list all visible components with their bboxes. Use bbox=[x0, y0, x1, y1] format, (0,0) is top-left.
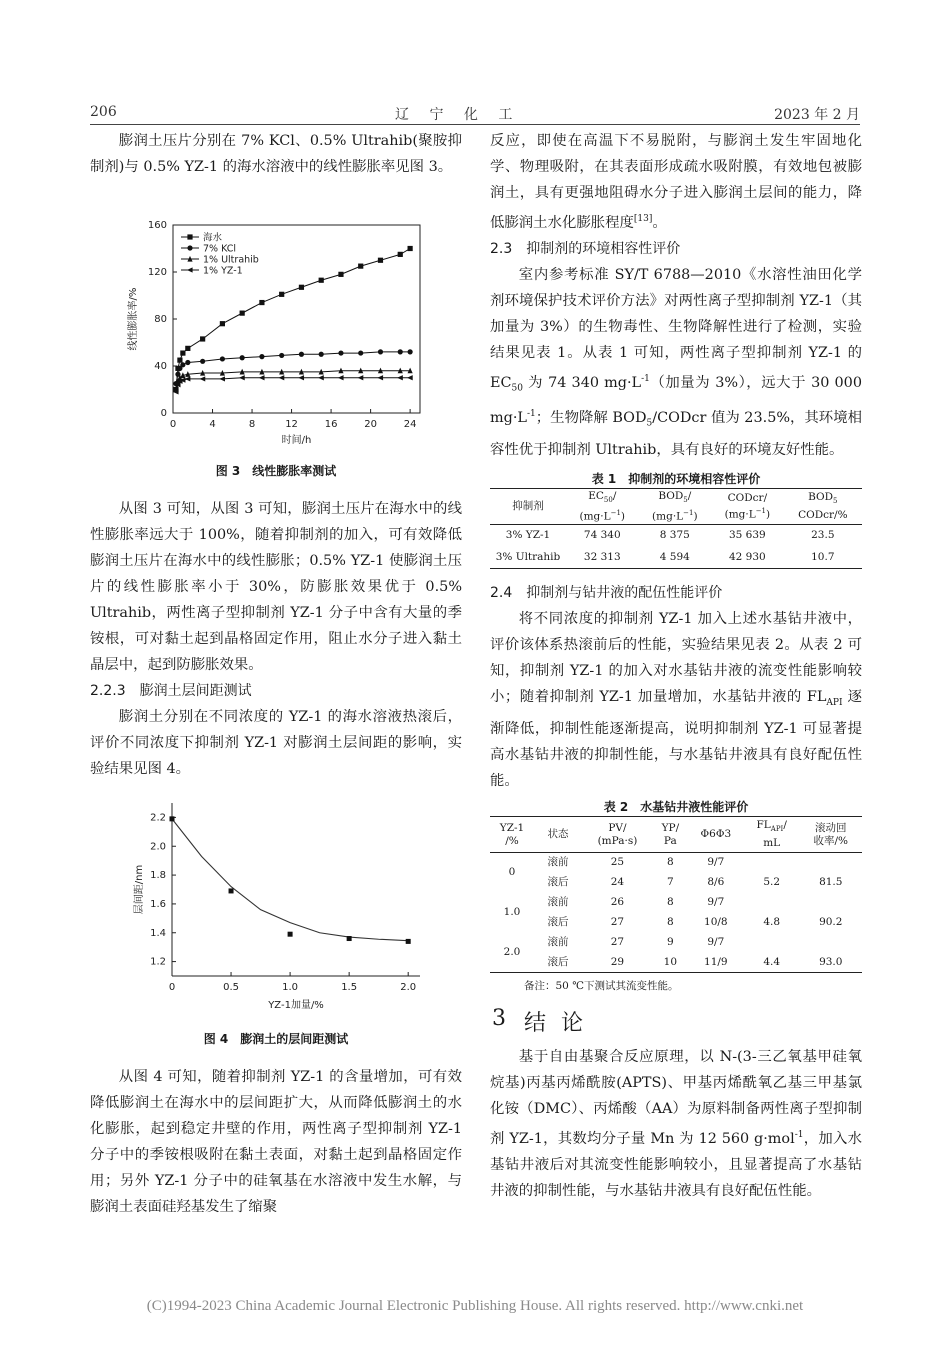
copyright-footer: (C)1994-2023 China Academic Journal Electronic Publishing House. All rights reserved. http://www.cnki.net bbox=[146, 1298, 804, 1314]
t1-header-bod5: $BOD_5/$ $(mg\cdot L^{-1})$ bbox=[652, 489, 698, 523]
data-point bbox=[299, 352, 304, 357]
y-tick-label: 0 bbox=[160, 408, 167, 419]
data-point bbox=[259, 300, 264, 305]
table-2-note: 备注：50 ℃下测试其流变性能。 bbox=[524, 980, 679, 992]
left-paragraph-2: 从图 3 可知，从图 3 可知，膨润土压片在海水中的线性膨胀率远大于 100%，随着抑制剂的加入，可有效降低膨润土压片在海水中的线性膨胀；0.5% YZ-1 使膨润土压片的线性膨胀率小于 30%，防膨胀效果优于 0.5% Ultrahib，两性离子型抑制剂 YZ-1 分子中含有大量的季铵根，可对黏土起到晶格固定作用，阻止水分子进入黏土晶层中，起到防膨胀效果。 bbox=[90, 501, 462, 673]
data-point bbox=[240, 355, 245, 360]
y-tick-label: 2.2 bbox=[150, 812, 166, 824]
right-col-bottom bbox=[490, 1044, 862, 1204]
right-col-mid bbox=[490, 580, 862, 794]
legend-label: 7% KCl bbox=[203, 243, 237, 255]
data-point bbox=[200, 336, 205, 341]
t1-header-codcr: CODcr/ $(mg\cdot L^{-1})$ bbox=[724, 491, 771, 521]
data-point bbox=[338, 272, 343, 277]
data-point bbox=[408, 349, 413, 354]
data-point bbox=[239, 375, 245, 380]
figure-4-caption: 图 4 膨润土的层间距测试 bbox=[203, 1032, 349, 1046]
series-line bbox=[176, 378, 410, 392]
section-3-number: 3 bbox=[492, 1006, 506, 1031]
data-point bbox=[279, 353, 284, 358]
data-point bbox=[299, 285, 304, 290]
x-axis-label: YZ-1加量/% bbox=[268, 1000, 324, 1011]
y-tick-label: 120 bbox=[147, 267, 167, 278]
section-2-4-heading: 2.4 抑制剂与钻井液的配伍性能评价 bbox=[490, 585, 723, 601]
legend-label: 1% Ultrahib bbox=[203, 254, 259, 266]
y-tick-label: 1.6 bbox=[150, 898, 166, 910]
x-tick-label: 1.0 bbox=[282, 982, 299, 993]
data-point bbox=[338, 350, 343, 355]
header-rule bbox=[90, 124, 860, 125]
table-row: 滚后 29 10 11/9 4.4 93.0 bbox=[490, 953, 862, 973]
data-point bbox=[406, 939, 411, 944]
data-point bbox=[200, 359, 205, 364]
legend-label: 1% YZ-1 bbox=[203, 265, 243, 277]
table-row: 3% YZ-1 74 340 8 375 35 639 23.5 bbox=[505, 529, 835, 542]
data-point bbox=[358, 375, 364, 380]
table-row: 1.0 滚前 26 8 9/7 bbox=[503, 896, 725, 918]
table-1-header-row bbox=[490, 489, 862, 525]
data-point bbox=[318, 375, 324, 380]
table-row: 3% Ultrahib 32 313 4 594 42 930 10.7 bbox=[490, 547, 862, 569]
x-tick-label: 4 bbox=[209, 419, 216, 430]
data-point bbox=[170, 816, 175, 821]
data-point bbox=[185, 360, 190, 365]
table-2-header-row: YZ-1 /% 状态 PV/ (mPa·s) YP/ Pa Φ6Φ3 $FL_{API}/$ mL 滚动回 收率/% bbox=[490, 817, 862, 853]
right-paragraph-2: 室内参考标准 SY/T 6788—2010《水溶性油田化学剂环境保护技术评价方法》对两性离子型抑制剂 YZ-1（其加量为 3%）的生物毒性、生物降解性进行了检测，实验结果见表 1。从表 1 可知，两性离子型抑制剂 YZ-1 的 $EC_{50}$ 为 74 340 $mg\cdot L^{-1}$（加量为 3%），远大于 30 000 $mg\cdot L^{-1}$；生物降解 $BOD_5$/CODcr 值为 23.5%，其环境相容性优于抑制剂 Ultrahib，具有良好的环境友好性能。 bbox=[490, 266, 862, 459]
data-point bbox=[279, 292, 284, 297]
data-point bbox=[220, 356, 225, 361]
left-col-top bbox=[90, 128, 462, 180]
right-paragraph-1: 反应，即使在高温下不易脱附，与膨润土发生牢固地化学、物理吸附，在其表面形成疏水吸附膜，有效地包被膨润土，具有更强地阻碍水分子进入膨润土层间的能力，降低膨润土水化膨胀程度[13]。 bbox=[490, 133, 862, 231]
x-axis-label: 时间/h bbox=[281, 435, 312, 446]
section-2-3-heading: 2.3 抑制剂的环境相容性评价 bbox=[490, 240, 681, 257]
data-point bbox=[378, 349, 383, 354]
y-tick-label: 1.2 bbox=[150, 956, 166, 968]
data-point bbox=[338, 375, 344, 380]
data-point bbox=[240, 311, 245, 316]
figure-4-chart bbox=[120, 798, 440, 1016]
y-tick-label: 2.0 bbox=[150, 841, 166, 853]
series-line bbox=[176, 371, 410, 390]
x-tick-label: 0 bbox=[168, 982, 176, 993]
left-col-mid bbox=[90, 496, 462, 782]
y-tick-label: 80 bbox=[154, 314, 167, 325]
x-tick-label: 16 bbox=[324, 419, 338, 430]
data-point bbox=[185, 346, 190, 351]
right-paragraph-3: 将不同浓度的抑制剂 YZ-1 加入上述水基钻井液中，评价该体系热滚前后的性能，实验结果见表 2。从表 2 可知，抑制剂 YZ-1 的加入对水基钻井液的流变性能影响较小；随着抑制剂 YZ-1 加量增加，水基钻井液的 $FL_{API}$ 逐渐降低，抑制性能逐渐提高，说明抑制剂 YZ-1 可显著提高水基钻井液的抑制性能，与水基钻井液具有良好配伍性能。 bbox=[490, 611, 862, 789]
data-point bbox=[200, 376, 206, 381]
issue-date: 2023 年 2 月 bbox=[774, 107, 860, 123]
data-point bbox=[407, 375, 413, 380]
data-point bbox=[347, 936, 352, 941]
y-tick-label: 40 bbox=[154, 361, 167, 372]
data-point bbox=[219, 376, 225, 381]
data-point bbox=[378, 258, 383, 263]
data-point bbox=[358, 350, 363, 355]
left-col-bottom bbox=[90, 1064, 462, 1220]
table-1-caption: 表 1 抑制剂的环境相容性评价 bbox=[591, 472, 761, 486]
data-point bbox=[288, 932, 293, 937]
page-number: 206 bbox=[90, 104, 117, 120]
journal-name: 辽 宁 化 工 bbox=[395, 107, 521, 123]
data-point bbox=[408, 246, 413, 251]
data-point bbox=[177, 358, 182, 363]
table-1 bbox=[490, 488, 862, 569]
y-axis-label: 层间距/nm bbox=[134, 864, 145, 915]
y-tick-label: 160 bbox=[147, 220, 167, 231]
x-tick-label: 20 bbox=[364, 419, 377, 430]
data-point bbox=[398, 349, 403, 354]
data-point bbox=[377, 375, 383, 380]
table-row: 滚后 27 8 10/8 4.8 90.2 bbox=[547, 916, 843, 928]
t1-header-inhibitor: 抑制剂 bbox=[512, 500, 544, 512]
data-point bbox=[180, 350, 185, 355]
y-tick-label: 1.4 bbox=[150, 927, 166, 939]
data-point bbox=[398, 252, 403, 257]
right-col-top bbox=[490, 128, 862, 463]
data-point bbox=[220, 321, 225, 326]
table-row: 2.0 滚前 27 9 9/7 bbox=[503, 936, 725, 958]
x-tick-label: 12 bbox=[285, 419, 298, 430]
x-tick-label: 2.0 bbox=[400, 982, 417, 993]
x-tick-label: 1.5 bbox=[341, 982, 358, 993]
legend-label: 海水 bbox=[203, 232, 223, 244]
section-2-2-3-heading: 2.2.3 膨润土层间距测试 bbox=[90, 683, 252, 699]
data-point bbox=[187, 267, 193, 272]
fit-curve bbox=[172, 819, 408, 941]
left-paragraph-3: 膨润土分别在不同浓度的 YZ-1 的海水溶液热滚后，评价不同浓度下抑制剂 YZ-1 对膨润土层间距的影响，实验结果见图 4。 bbox=[90, 709, 462, 777]
data-point bbox=[229, 888, 234, 893]
figure-3-caption: 图 3 线性膨胀率测试 bbox=[215, 464, 337, 478]
x-tick-label: 8 bbox=[248, 419, 256, 430]
x-tick-label: 24 bbox=[403, 419, 417, 430]
left-paragraph-4: 从图 4 可知，随着抑制剂 YZ-1 的含量增加，可有效降低膨润土在海水中的层间距扩大，从而降低膨润土的水化膨胀，起到稳定井壁的作用，两性离子型抑制剂 YZ-1 分子中的季铵根吸附在黏土表面，对黏土起到晶格固定作用；另外 YZ-1 分子中的硅氧基在水溶液中发生水解，与膨润土表面硅羟基发生了缩聚 bbox=[90, 1069, 462, 1215]
table-row: 0 滚前 25 8 9/7 bbox=[508, 856, 725, 879]
left-paragraph-1: 膨润土压片分别在 7% KCl、0.5% Ultrahib(聚胺抑制剂)与 0.5% YZ-1 的海水溶液中的线性膨胀率见图 3。 bbox=[90, 133, 462, 175]
data-point bbox=[185, 376, 191, 381]
data-point bbox=[319, 352, 324, 357]
t1-header-ratio: $BOD_5$ CODcr/% bbox=[798, 491, 848, 521]
data-point bbox=[279, 375, 285, 380]
data-point bbox=[259, 375, 265, 380]
section-3-title: 结 论 bbox=[524, 1011, 587, 1036]
data-point bbox=[180, 362, 185, 367]
figure-3-chart bbox=[120, 215, 440, 447]
table-2-caption: 表 2 水基钻井液性能评价 bbox=[603, 800, 749, 814]
data-point bbox=[259, 354, 264, 359]
data-point bbox=[358, 264, 363, 269]
y-tick-label: 1.8 bbox=[150, 870, 166, 882]
table-row: 滚后 24 7 8/6 5.2 81.5 bbox=[547, 876, 843, 888]
t1-header-ec50: $EC_{50}/$ $(mg\cdot L^{-1})$ bbox=[579, 489, 626, 523]
y-axis-label: 线性膨胀率/% bbox=[128, 287, 139, 351]
data-point bbox=[187, 245, 192, 250]
table-2 bbox=[490, 816, 862, 973]
conclusion-paragraph: 基于自由基聚合反应原理，以 N-(3-三乙氧基甲硅氧烷基)丙基丙烯酰胺(APTS)、甲基丙烯酰氧乙基三甲基氯化铵（DMC）、丙烯酸（AA）为原料制备两性离子型抑制剂 YZ-1，其数均分子量 Mn 为 12 560 g·mol$^{-1}$，加入水基钻井液后对其流变性能影响较小，且显著提高了水基钻井液的抑制性能，与水基钻井液具有良好配伍性能。 bbox=[490, 1049, 862, 1199]
data-point bbox=[319, 278, 324, 283]
x-tick-label: 0.5 bbox=[223, 982, 240, 993]
data-point bbox=[187, 234, 192, 239]
data-point bbox=[397, 375, 403, 380]
x-tick-label: 0 bbox=[169, 419, 177, 430]
data-point bbox=[298, 375, 304, 380]
